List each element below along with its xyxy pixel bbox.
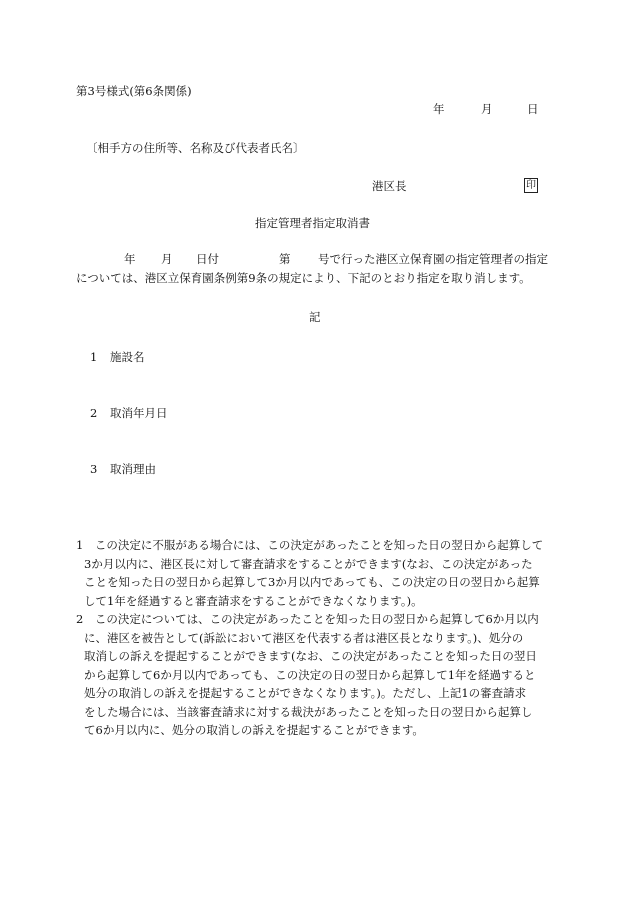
note-line: ことを知った日の翌日から起算して3か月以内であっても、この決定の日の翌日から起算 [84,575,540,589]
note-line: 処分の取消しの訴えを提起することができなくなります。)。ただし、上記1の審査請求 [84,686,527,700]
item-number: 1 [90,350,98,364]
note-line: から起算して6か月以内であっても、この決定の日の翌日から起算して1年を経過すると [84,667,536,682]
item-number: 3 [90,462,98,476]
note-line: をした場合には、当該審査請求に対する裁決があったことを知った日の翌日から起算し [84,704,533,719]
note-1 [76,536,556,610]
seal-mark: 印 [526,180,536,191]
note-number: 2 [76,612,84,626]
item-label: 取消理由 [110,462,156,476]
note-line: 取消しの訴えを提起することができます(なお、この決定があったことを知った日の翌日 [84,649,537,663]
body-day-of: 日付 [196,252,219,266]
note-line: 1 この決定に不服がある場合には、この決定があったことを知った日の翌日から起算して [76,538,544,552]
date-year: 年 [433,102,445,116]
ki-heading: 記 [309,310,321,324]
form-label: 第3号様式(第6条関係) [76,84,192,98]
note-line: て6か月以内に、処分の取消しの訴えを提起することができます。 [84,723,424,737]
list-item [90,464,156,476]
note-line: に、港区を被告として(訴訟において港区を代表する者は港区長となります。)、処分の [84,630,524,645]
body-line1-rest: 号で行った港区立保育園の指定管理者の指定 [318,252,548,266]
body-year: 年 [124,252,136,266]
date-day: 日 [527,102,539,116]
note-line: 2 この決定については、この決定があったことを知った日の翌日から起算して6か月以内 [76,612,539,626]
date-month: 月 [481,102,493,116]
item-label: 取消年月日 [110,406,168,420]
list-item [90,352,145,364]
issuer-name: 港区長 [372,179,407,193]
note-line: 3か月以内に、港区長に対して審査請求をすることができます(なお、この決定があった [84,556,533,571]
note-2 [76,610,556,740]
document-title: 指定管理者指定取消書 [255,216,370,230]
body-month: 月 [161,252,173,266]
item-label: 施設名 [110,350,145,364]
list-item [90,408,168,420]
note-number: 1 [76,538,84,552]
body-number-prefix: 第 [279,252,291,266]
addressee: 〔相手方の住所等、名称及び代表者氏名〕 [86,141,305,155]
note-line: して1年を経過すると審査請求をすることができなくなります。)。 [84,593,423,608]
body-line2: については、港区立保育園条例第9条の規定により、下記のとおり指定を取り消します。 [76,271,531,285]
item-number: 2 [90,406,98,420]
